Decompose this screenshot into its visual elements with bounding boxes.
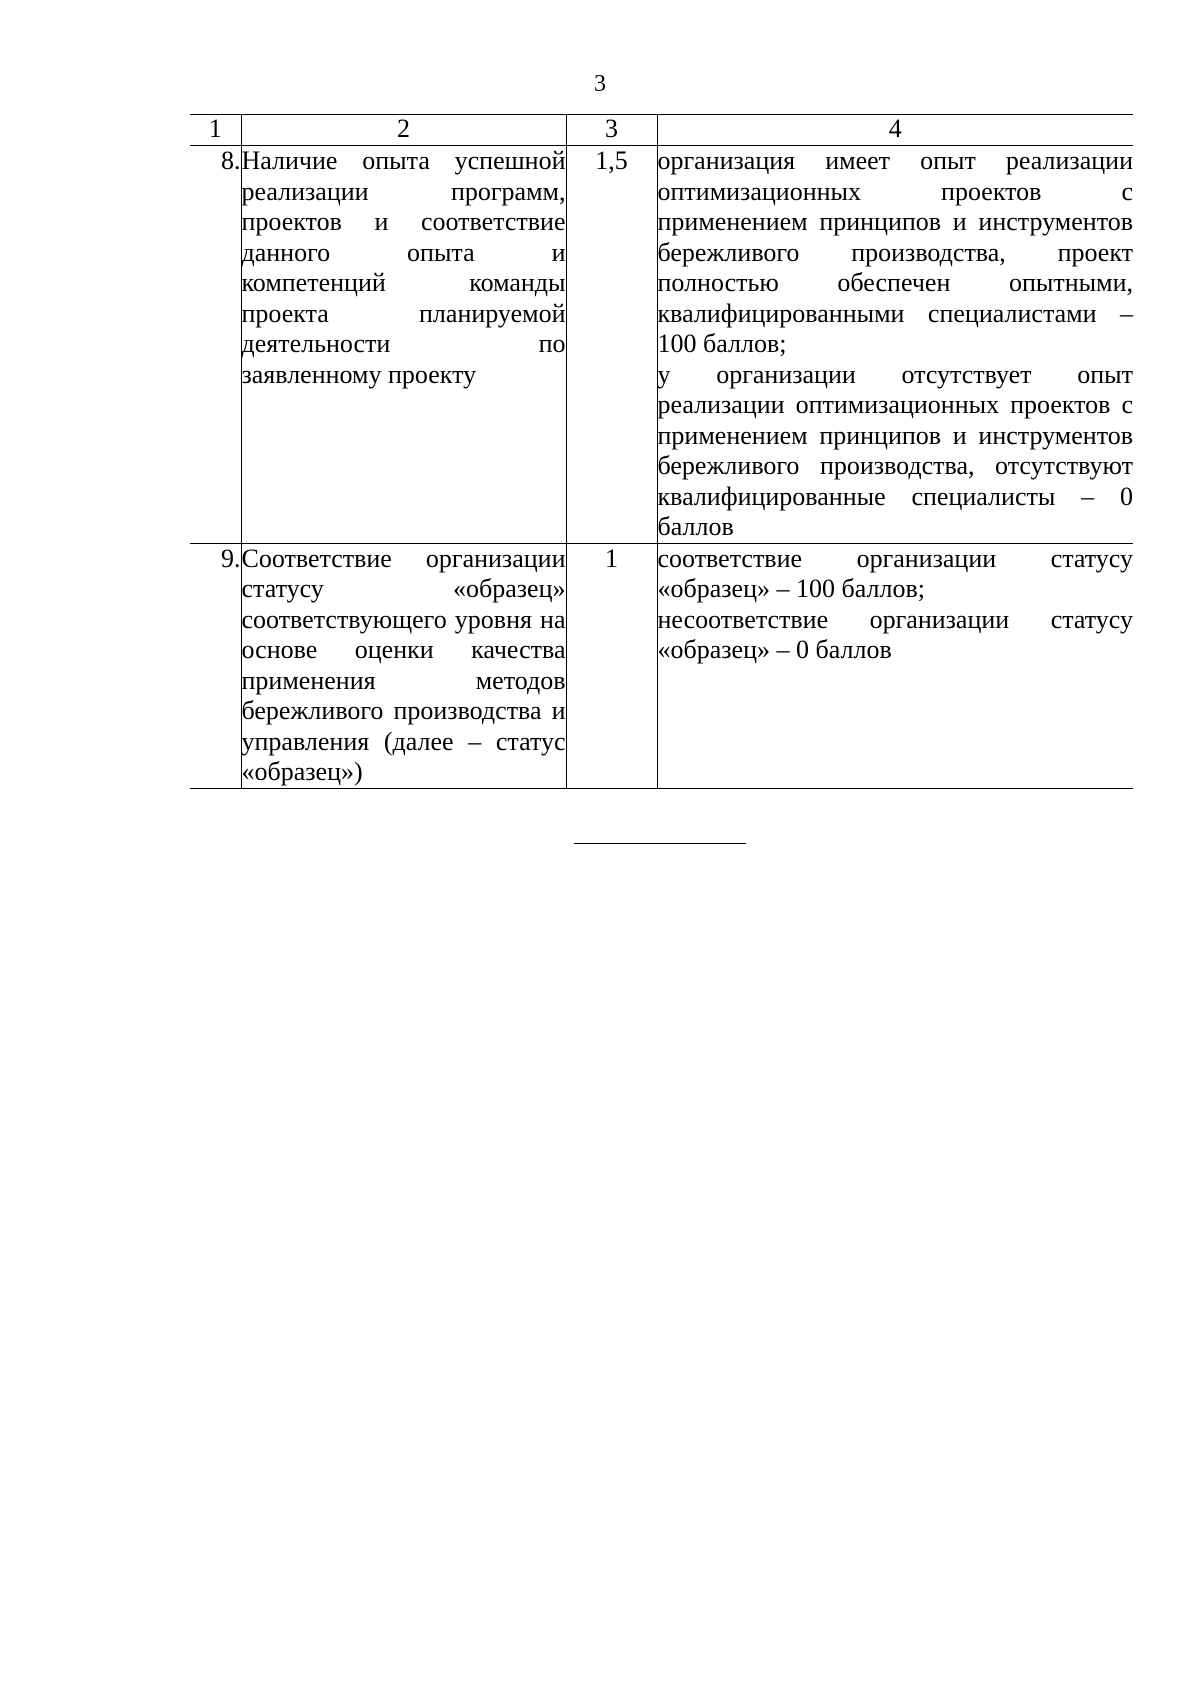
weight-cell: 1,5 — [566, 146, 657, 544]
description-line: у организации отсутствует опыт реализации оптимизационных проектов с применением принципов и инструментов бережливого производства, отсутствуют квалифицированные специалисты – 0 баллов — [657, 359, 1133, 541]
column-header-2: 2 — [241, 115, 566, 146]
description-line: соответствие организации статусу «образец» – 100 баллов; — [657, 543, 1133, 603]
criterion-cell: Наличие опыта успешной реализации программ, проектов и соответствие данного опыта и компетенций команды проекта планируемой деятельности по заявленному проекту — [241, 146, 566, 544]
criteria-table — [190, 114, 1133, 789]
column-header-1: 1 — [190, 115, 241, 146]
weight-cell: 1 — [566, 543, 657, 788]
row-number: 8. — [190, 146, 241, 544]
row-number: 9. — [190, 543, 241, 788]
end-of-document-rule — [574, 843, 746, 844]
column-header-4: 4 — [657, 115, 1133, 146]
description-cell — [657, 146, 1133, 544]
description-cell — [657, 543, 1133, 788]
table-row — [190, 146, 1133, 544]
page-number: 3 — [594, 71, 606, 97]
description-line: организация имеет опыт реализации оптимизационных проектов с применением принципов и инструментов бережливого производства, проект полностью обеспечен опытными, квалифицированными специалистами – 100 баллов; — [657, 146, 1133, 358]
table-row — [190, 543, 1133, 788]
criterion-cell: Соответствие организации статусу «образец» соответствующего уровня на основе оценки качества применения методов бережливого производства и управления (далее – статус «образец») — [241, 543, 566, 786]
description-line: несоответствие организации статусу «образец» – 0 баллов — [657, 604, 1133, 664]
column-header-3: 3 — [566, 115, 657, 146]
table-header-row — [190, 115, 1133, 146]
